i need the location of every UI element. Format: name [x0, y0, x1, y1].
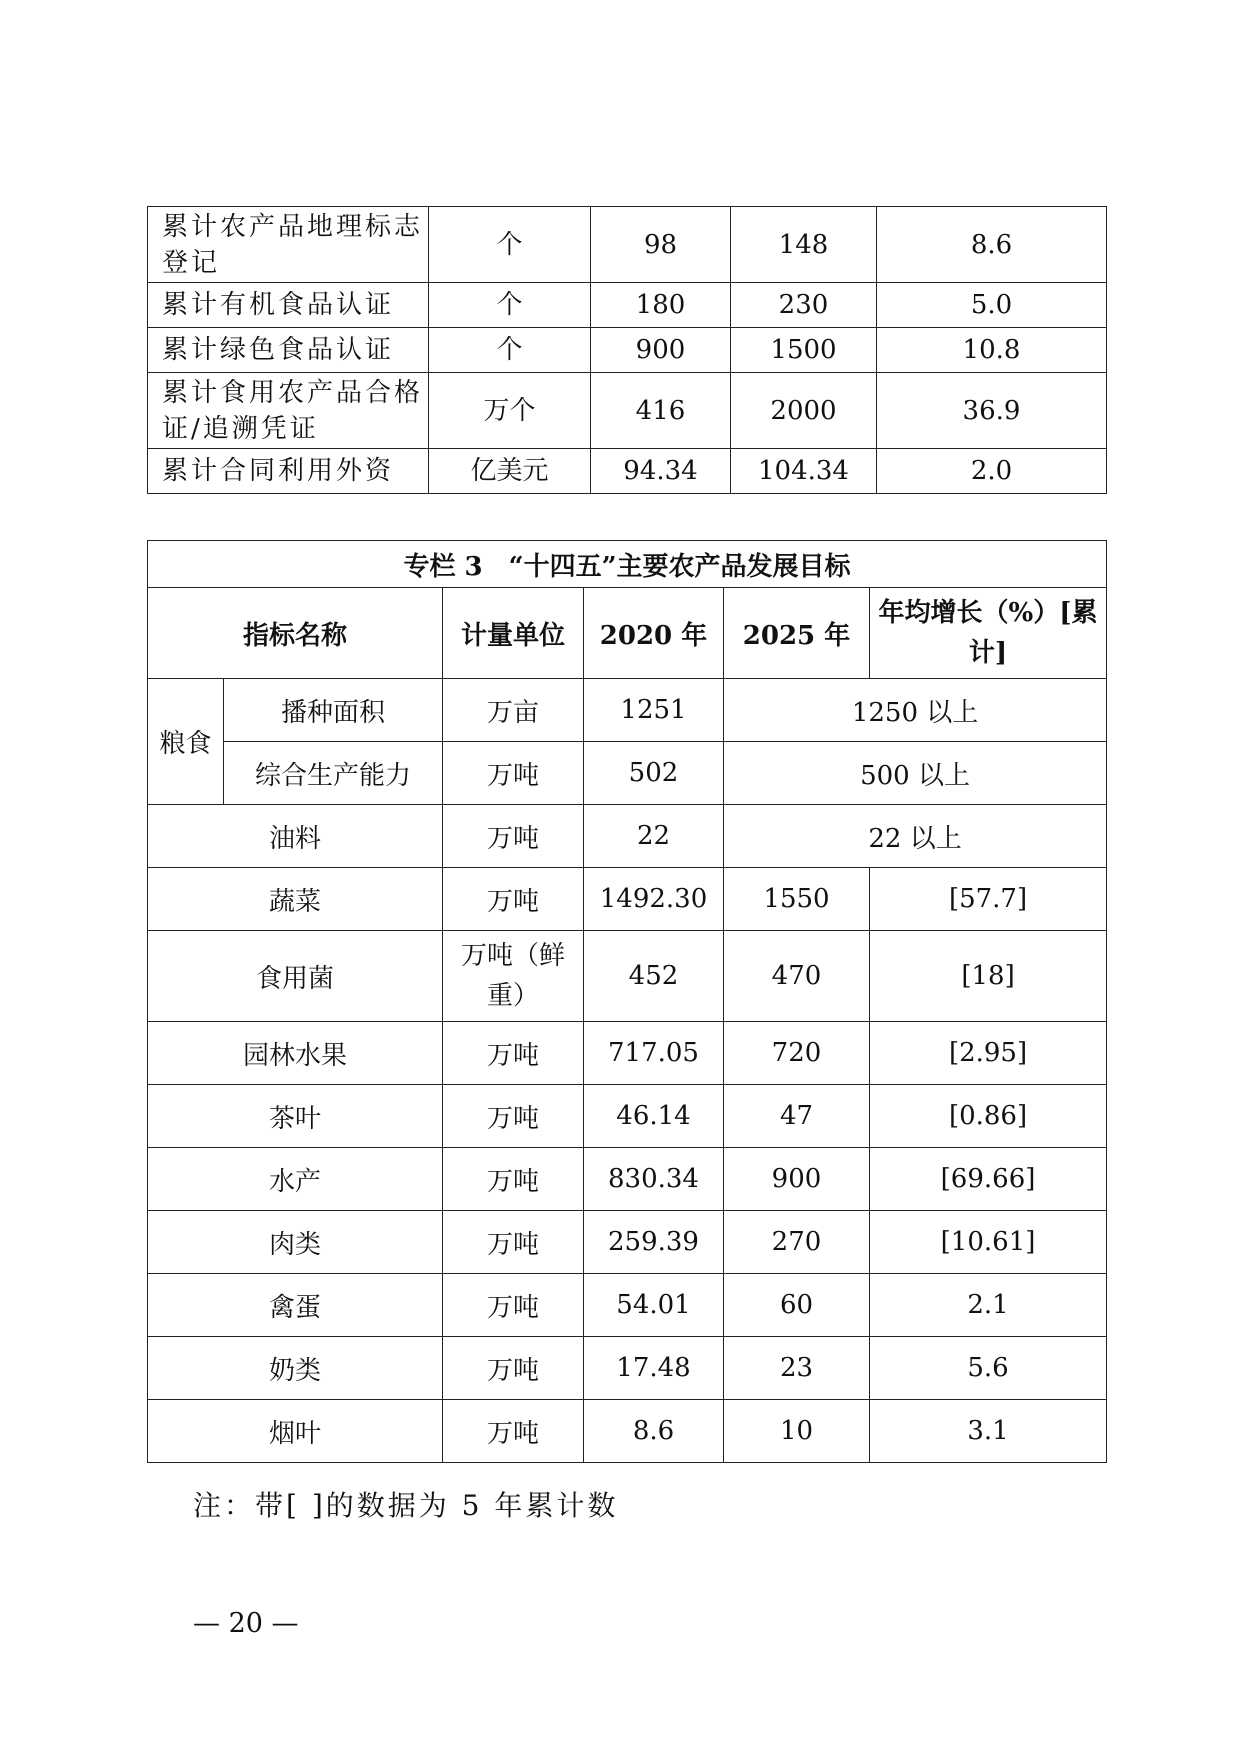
value-2020: 717.05 — [584, 1022, 724, 1085]
unit-cell: 万吨 — [443, 1337, 584, 1400]
target-2025: 1250 以上 — [724, 679, 1107, 742]
value-cell: 148 — [731, 207, 877, 283]
growth-cell: 2.1 — [870, 1274, 1107, 1337]
table-row — [148, 931, 1107, 1022]
indicator-name: 油料 — [148, 805, 443, 868]
value-cell: 98 — [591, 207, 731, 283]
value-2025: 60 — [724, 1274, 870, 1337]
value-2020: 452 — [584, 931, 724, 1022]
table-row — [148, 283, 1107, 328]
indicator-name: 累计食用农产品合格证/追溯凭证 — [148, 373, 429, 449]
table-row — [148, 1211, 1107, 1274]
value-2020: 502 — [584, 742, 724, 805]
value-2025: 470 — [724, 931, 870, 1022]
value-2020: 17.48 — [584, 1337, 724, 1400]
unit-cell: 万吨 — [443, 1085, 584, 1148]
growth-cell: 36.9 — [877, 373, 1107, 449]
indicator-name: 茶叶 — [148, 1085, 443, 1148]
value-cell: 180 — [591, 283, 731, 328]
unit-cell: 万亩 — [443, 679, 584, 742]
value-2020: 830.34 — [584, 1148, 724, 1211]
value-cell: 2000 — [731, 373, 877, 449]
growth-cell: [10.61] — [870, 1211, 1107, 1274]
table-row — [148, 868, 1107, 931]
value-cell: 94.34 — [591, 449, 731, 494]
unit-cell: 万吨 — [443, 1400, 584, 1463]
indicator-name: 水产 — [148, 1148, 443, 1211]
grain-label: 粮食 — [148, 679, 224, 805]
growth-cell: [57.7] — [870, 868, 1107, 931]
unit-cell: 万吨 — [443, 1274, 584, 1337]
table-note: 注：带[ ]的数据为 5 年累计数 — [193, 1489, 619, 1522]
value-2020: 46.14 — [584, 1085, 724, 1148]
value-2020: 1492.30 — [584, 868, 724, 931]
growth-cell: 5.6 — [870, 1337, 1107, 1400]
indicator-name: 奶类 — [148, 1337, 443, 1400]
value-2020: 22 — [584, 805, 724, 868]
growth-cell: 10.8 — [877, 328, 1107, 373]
agri-product-targets-table — [147, 540, 1107, 1463]
indicator-name: 累计合同利用外资 — [148, 449, 429, 494]
value-2020: 259.39 — [584, 1211, 724, 1274]
value-cell: 1500 — [731, 328, 877, 373]
table-row — [148, 449, 1107, 494]
unit-cell: 万吨 — [443, 868, 584, 931]
table-row — [148, 1148, 1107, 1211]
unit-cell: 万吨 — [443, 1022, 584, 1085]
value-2025: 47 — [724, 1085, 870, 1148]
header-2020: 2020 年 — [584, 588, 724, 679]
value-2020: 1251 — [584, 679, 724, 742]
indicator-name: 综合生产能力 — [224, 742, 443, 805]
table-row — [148, 679, 1107, 742]
table-row — [148, 742, 1107, 805]
unit-cell: 万吨（鲜重） — [443, 931, 584, 1022]
value-2025: 720 — [724, 1022, 870, 1085]
growth-cell: 8.6 — [877, 207, 1107, 283]
value-cell: 900 — [591, 328, 731, 373]
value-2025: 1550 — [724, 868, 870, 931]
table-title: 专栏 3 “十四五”主要农产品发展目标 — [148, 541, 1107, 588]
value-2025: 10 — [724, 1400, 870, 1463]
unit-cell: 万吨 — [443, 805, 584, 868]
unit-cell: 万吨 — [443, 1211, 584, 1274]
value-2020: 8.6 — [584, 1400, 724, 1463]
unit-cell: 个 — [429, 328, 591, 373]
table-row — [148, 1337, 1107, 1400]
table-row — [148, 1400, 1107, 1463]
growth-cell: 2.0 — [877, 449, 1107, 494]
indicator-name: 播种面积 — [224, 679, 443, 742]
value-cell: 230 — [731, 283, 877, 328]
indicator-name: 累计有机食品认证 — [148, 283, 429, 328]
header-unit: 计量单位 — [443, 588, 584, 679]
growth-cell: [18] — [870, 931, 1107, 1022]
header-growth: 年均增长（%）[累计] — [870, 588, 1107, 679]
table-row — [148, 373, 1107, 449]
unit-cell: 个 — [429, 207, 591, 283]
indicator-name: 累计农产品地理标志登记 — [148, 207, 429, 283]
unit-cell: 万吨 — [443, 742, 584, 805]
value-2025: 23 — [724, 1337, 870, 1400]
indicator-name: 园林水果 — [148, 1022, 443, 1085]
growth-cell: 3.1 — [870, 1400, 1107, 1463]
table-row — [148, 1085, 1107, 1148]
table-row — [148, 207, 1107, 283]
indicator-name: 烟叶 — [148, 1400, 443, 1463]
value-cell: 104.34 — [731, 449, 877, 494]
table-title-row — [148, 541, 1107, 588]
header-2025: 2025 年 — [724, 588, 870, 679]
table-row — [148, 1274, 1107, 1337]
indicator-name: 蔬菜 — [148, 868, 443, 931]
value-2020: 54.01 — [584, 1274, 724, 1337]
value-2025: 900 — [724, 1148, 870, 1211]
unit-cell: 万吨 — [443, 1148, 584, 1211]
table-header-row — [148, 588, 1107, 679]
header-indicator: 指标名称 — [148, 588, 443, 679]
value-2025: 270 — [724, 1211, 870, 1274]
table-row — [148, 805, 1107, 868]
unit-cell: 万个 — [429, 373, 591, 449]
indicator-name: 肉类 — [148, 1211, 443, 1274]
page-number: — 20 — — [193, 1608, 299, 1639]
indicator-name: 禽蛋 — [148, 1274, 443, 1337]
unit-cell: 亿美元 — [429, 449, 591, 494]
target-2025: 22 以上 — [724, 805, 1107, 868]
growth-cell: [69.66] — [870, 1148, 1107, 1211]
table-row — [148, 1022, 1107, 1085]
unit-cell: 个 — [429, 283, 591, 328]
growth-cell: [0.86] — [870, 1085, 1107, 1148]
target-2025: 500 以上 — [724, 742, 1107, 805]
indicator-name: 食用菌 — [148, 931, 443, 1022]
growth-cell: [2.95] — [870, 1022, 1107, 1085]
indicator-name: 累计绿色食品认证 — [148, 328, 429, 373]
indicator-table-continued — [147, 206, 1107, 494]
value-cell: 416 — [591, 373, 731, 449]
growth-cell: 5.0 — [877, 283, 1107, 328]
table-row — [148, 328, 1107, 373]
